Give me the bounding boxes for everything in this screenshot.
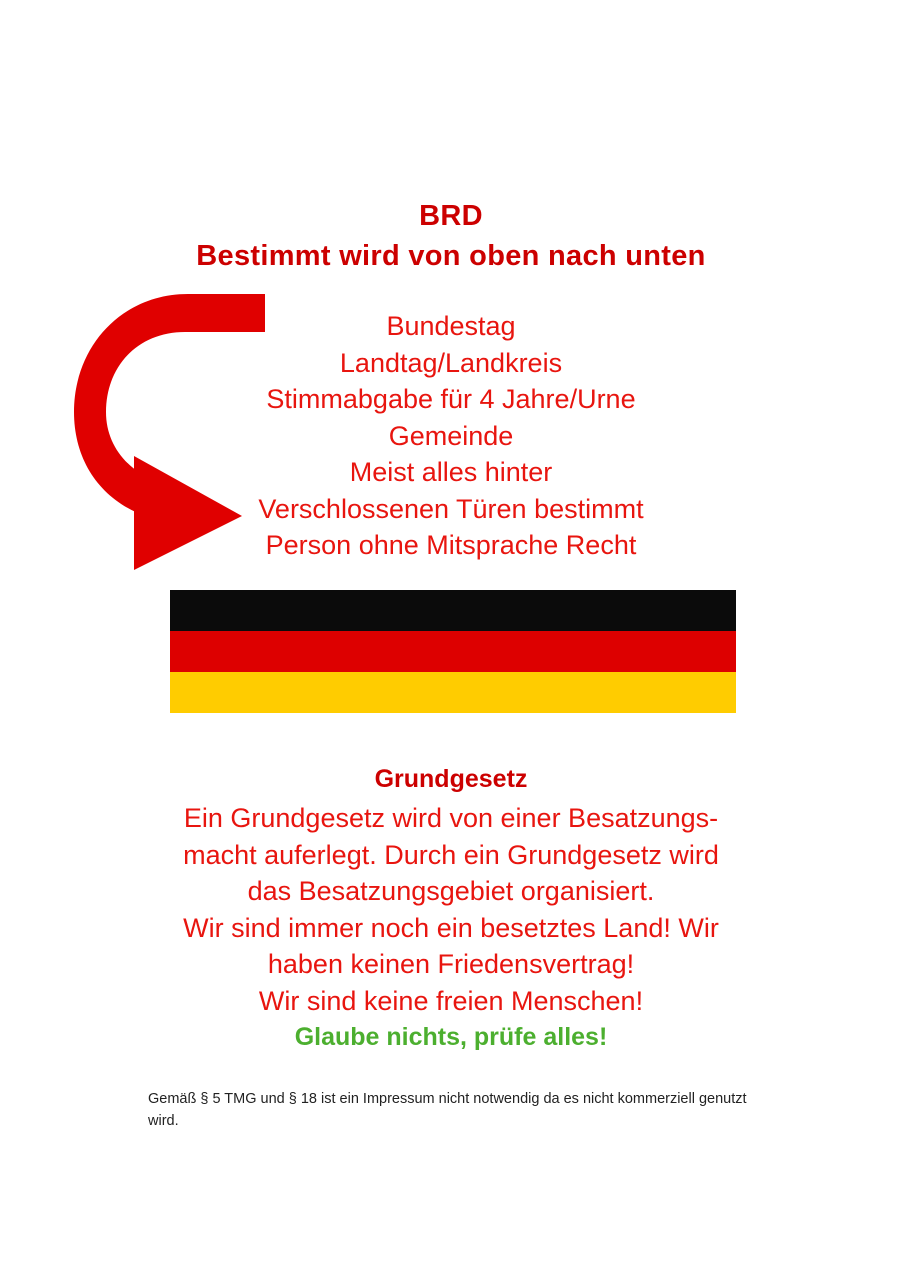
footer-line-2: genutzt wird. (148, 1091, 747, 1129)
list-item: Gemeinde (388, 420, 514, 451)
body-line: Ein Grundgesetz wird von einer Besatzungs- (183, 803, 719, 833)
highlight-line: Glaube nichts, prüfe alles! (294, 1023, 608, 1051)
list-item: Bundestag (386, 311, 516, 341)
body-line: das Besatzungsgebiet organisiert. (247, 876, 655, 906)
page-title-block (0, 196, 902, 276)
body-line: macht auferlegt. Durch ein Grundgesetz wird (183, 839, 719, 870)
footer-disclaimer (148, 1088, 768, 1132)
page-title: BRD (419, 200, 483, 232)
body-line: Wir sind immer noch ein besetztes Land! Wir (183, 912, 719, 943)
page-subtitle: Bestimmt wird von oben nach unten (196, 240, 706, 272)
grundgesetz-title: Grundgesetz (374, 765, 528, 793)
footer-line-1: Gemäß § 5 TMG und § 18 ist ein Impressum nicht notwendig da es nicht kommerziell (148, 1091, 695, 1107)
hierarchy-list (0, 308, 902, 564)
grundgesetz-body (0, 800, 902, 1056)
list-item: Person ohne Mitsprache Recht (265, 530, 637, 560)
list-item: Landtag/Landkreis (339, 347, 563, 378)
list-item: Meist alles hinter (349, 457, 553, 487)
german-flag (170, 590, 736, 713)
list-item: Stimmabgabe für 4 Jahre/Urne (266, 384, 636, 414)
flag-band-red (170, 631, 736, 672)
body-line: haben keinen Friedensvertrag! (267, 949, 635, 979)
list-item: Verschlossenen Türen bestimmt (258, 493, 644, 524)
body-line: Wir sind keine freien Menschen! (258, 985, 644, 1016)
flag-band-black (170, 590, 736, 631)
flag-band-gold (170, 672, 736, 713)
